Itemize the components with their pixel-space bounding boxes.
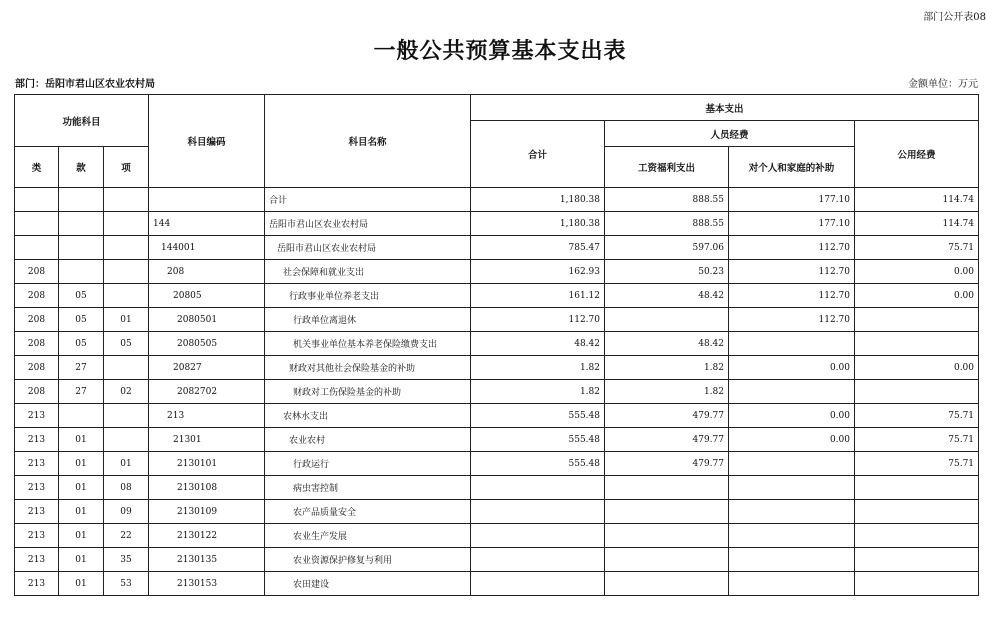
cell-subject-code: 2082702 [149, 380, 265, 404]
cell-section: 01 [59, 572, 104, 596]
cell-wages: 1.82 [605, 380, 729, 404]
cell-item: 53 [104, 572, 149, 596]
cell-subject-name: 合计 [265, 188, 471, 212]
cell-class: 213 [15, 500, 59, 524]
department-label: 部门：岳阳市君山区农业农村局 [15, 79, 155, 90]
cell-subsidies [729, 332, 855, 356]
cell-subject-code: 2130153 [149, 572, 265, 596]
cell-subsidies: 0.00 [729, 356, 855, 380]
table-row [15, 548, 979, 572]
cell-subsidies: 177.10 [729, 188, 855, 212]
cell-wages: 888.55 [605, 188, 729, 212]
cell-subject-code: 21301 [149, 428, 265, 452]
cell-section [59, 212, 104, 236]
table-row [15, 380, 979, 404]
header-personnel: 人员经费 [605, 121, 855, 147]
cell-class: 208 [15, 308, 59, 332]
cell-total: 555.48 [471, 404, 605, 428]
cell-wages [605, 476, 729, 500]
cell-wages [605, 500, 729, 524]
cell-public [855, 572, 979, 596]
header-public: 公用经费 [855, 121, 979, 188]
header-wages: 工资福利支出 [605, 147, 729, 188]
cell-subject-name: 行政单位离退休 [265, 308, 471, 332]
cell-subject-name: 岳阳市君山区农业农村局 [265, 212, 471, 236]
cell-subject-name: 农田建设 [265, 572, 471, 596]
cell-subject-code: 2130108 [149, 476, 265, 500]
page-title: 一般公共预算基本支出表 [373, 38, 627, 64]
cell-total: 1.82 [471, 380, 605, 404]
cell-subject-name: 岳阳市君山区农业农村局 [265, 236, 471, 260]
cell-section: 01 [59, 500, 104, 524]
cell-subject-code: 144 [149, 212, 265, 236]
cell-public: 114.74 [855, 188, 979, 212]
header-total: 合计 [471, 121, 605, 188]
cell-subject-name: 行政运行 [265, 452, 471, 476]
cell-subject-code: 2130109 [149, 500, 265, 524]
cell-class: 213 [15, 428, 59, 452]
cell-public [855, 332, 979, 356]
cell-item: 01 [104, 452, 149, 476]
cell-section [59, 236, 104, 260]
table-row [15, 356, 979, 380]
cell-total: 161.12 [471, 284, 605, 308]
cell-subject-code: 2130101 [149, 452, 265, 476]
header-item: 项 [104, 147, 149, 188]
cell-class [15, 212, 59, 236]
cell-class: 213 [15, 572, 59, 596]
cell-subject-code: 2130135 [149, 548, 265, 572]
cell-class [15, 188, 59, 212]
cell-item: 22 [104, 524, 149, 548]
cell-total: 1,180.38 [471, 212, 605, 236]
cell-wages: 48.42 [605, 332, 729, 356]
cell-item [104, 428, 149, 452]
header-subject-name: 科目名称 [265, 95, 471, 188]
cell-subsidies: 112.70 [729, 308, 855, 332]
cell-public [855, 476, 979, 500]
cell-item: 08 [104, 476, 149, 500]
cell-item [104, 212, 149, 236]
cell-subject-code: 208 [149, 260, 265, 284]
cell-subsidies: 0.00 [729, 428, 855, 452]
cell-subsidies [729, 524, 855, 548]
cell-subject-name: 机关事业单位基本养老保险缴费支出 [265, 332, 471, 356]
cell-class: 213 [15, 452, 59, 476]
table-row [15, 212, 979, 236]
cell-wages: 479.77 [605, 404, 729, 428]
cell-subject-code: 2130122 [149, 524, 265, 548]
cell-section: 01 [59, 476, 104, 500]
cell-subject-name: 农业农村 [265, 428, 471, 452]
cell-total [471, 572, 605, 596]
cell-class: 208 [15, 380, 59, 404]
table-row [15, 524, 979, 548]
table-row [15, 260, 979, 284]
cell-subsidies: 112.70 [729, 284, 855, 308]
cell-public: 114.74 [855, 212, 979, 236]
cell-class: 213 [15, 476, 59, 500]
cell-public: 75.71 [855, 236, 979, 260]
cell-subject-name: 财政对其他社会保险基金的补助 [265, 356, 471, 380]
cell-wages: 597.06 [605, 236, 729, 260]
cell-total: 555.48 [471, 452, 605, 476]
table-row [15, 404, 979, 428]
cell-wages [605, 524, 729, 548]
cell-section: 05 [59, 284, 104, 308]
cell-section: 27 [59, 356, 104, 380]
cell-subject-code: 20805 [149, 284, 265, 308]
cell-total: 112.70 [471, 308, 605, 332]
cell-subject-code: 20827 [149, 356, 265, 380]
cell-subject-name: 行政事业单位养老支出 [265, 284, 471, 308]
cell-public [855, 500, 979, 524]
cell-wages: 48.42 [605, 284, 729, 308]
cell-wages [605, 548, 729, 572]
cell-class: 208 [15, 356, 59, 380]
cell-section: 05 [59, 332, 104, 356]
cell-subject-name: 农林水支出 [265, 404, 471, 428]
header-subject-code: 科目编码 [149, 95, 265, 188]
cell-subject-name: 社会保障和就业支出 [265, 260, 471, 284]
cell-subsidies [729, 380, 855, 404]
cell-class: 208 [15, 260, 59, 284]
cell-wages: 479.77 [605, 452, 729, 476]
cell-subsidies: 177.10 [729, 212, 855, 236]
cell-item: 09 [104, 500, 149, 524]
cell-subject-code: 213 [149, 404, 265, 428]
cell-total [471, 548, 605, 572]
cell-subject-code [149, 188, 265, 212]
cell-class: 208 [15, 284, 59, 308]
cell-subject-name: 病虫害控制 [265, 476, 471, 500]
cell-item [104, 284, 149, 308]
cell-item [104, 236, 149, 260]
cell-item: 02 [104, 380, 149, 404]
cell-subsidies: 112.70 [729, 260, 855, 284]
budget-table [14, 94, 979, 596]
cell-class: 208 [15, 332, 59, 356]
cell-subsidies [729, 476, 855, 500]
table-row [15, 572, 979, 596]
cell-subsidies [729, 548, 855, 572]
header-subsidies: 对个人和家庭的补助 [729, 147, 855, 188]
cell-wages: 888.55 [605, 212, 729, 236]
cell-section [59, 188, 104, 212]
cell-public: 75.71 [855, 428, 979, 452]
cell-subject-name: 农业生产发展 [265, 524, 471, 548]
table-row [15, 428, 979, 452]
cell-total [471, 524, 605, 548]
table-row [15, 284, 979, 308]
cell-public: 0.00 [855, 356, 979, 380]
cell-subsidies: 0.00 [729, 404, 855, 428]
cell-item [104, 356, 149, 380]
table-row [15, 188, 979, 212]
header-class: 类 [15, 147, 59, 188]
cell-wages [605, 572, 729, 596]
cell-item: 05 [104, 332, 149, 356]
cell-subject-code: 2080501 [149, 308, 265, 332]
cell-subject-name: 农业资源保护修复与利用 [265, 548, 471, 572]
cell-total: 1.82 [471, 356, 605, 380]
cell-total: 555.48 [471, 428, 605, 452]
cell-subject-code: 144001 [149, 236, 265, 260]
cell-section: 27 [59, 380, 104, 404]
cell-subject-name: 财政对工伤保险基金的补助 [265, 380, 471, 404]
table-row [15, 308, 979, 332]
cell-public: 0.00 [855, 284, 979, 308]
cell-subsidies: 112.70 [729, 236, 855, 260]
cell-total: 162.93 [471, 260, 605, 284]
cell-wages [605, 308, 729, 332]
cell-wages: 1.82 [605, 356, 729, 380]
cell-total: 48.42 [471, 332, 605, 356]
table-row [15, 236, 979, 260]
header-func-subject: 功能科目 [15, 95, 149, 147]
cell-item: 01 [104, 308, 149, 332]
cell-public [855, 548, 979, 572]
cell-public [855, 524, 979, 548]
cell-section [59, 404, 104, 428]
cell-item [104, 260, 149, 284]
unit-label: 金额单位：万元 [908, 79, 978, 90]
cell-public [855, 308, 979, 332]
cell-subsidies [729, 572, 855, 596]
cell-subject-code: 2080505 [149, 332, 265, 356]
cell-wages: 50.23 [605, 260, 729, 284]
cell-class [15, 236, 59, 260]
cell-total: 785.47 [471, 236, 605, 260]
cell-item [104, 188, 149, 212]
header-basic-expense: 基本支出 [471, 95, 979, 121]
table-row [15, 452, 979, 476]
header-section: 款 [59, 147, 104, 188]
cell-item [104, 404, 149, 428]
cell-class: 213 [15, 404, 59, 428]
cell-subsidies [729, 500, 855, 524]
cell-public: 75.71 [855, 404, 979, 428]
cell-class: 213 [15, 548, 59, 572]
cell-section [59, 260, 104, 284]
table-row [15, 500, 979, 524]
cell-total [471, 476, 605, 500]
cell-section: 01 [59, 548, 104, 572]
cell-class: 213 [15, 524, 59, 548]
cell-public: 0.00 [855, 260, 979, 284]
table-row [15, 332, 979, 356]
cell-wages: 479.77 [605, 428, 729, 452]
cell-public: 75.71 [855, 452, 979, 476]
form-code: 部门公开表08 [923, 12, 986, 23]
cell-public [855, 380, 979, 404]
cell-total: 1,180.38 [471, 188, 605, 212]
cell-total [471, 500, 605, 524]
cell-subsidies [729, 452, 855, 476]
cell-subject-name: 农产品质量安全 [265, 500, 471, 524]
cell-item: 35 [104, 548, 149, 572]
table-row [15, 476, 979, 500]
cell-section: 01 [59, 452, 104, 476]
cell-section: 01 [59, 428, 104, 452]
cell-section: 05 [59, 308, 104, 332]
cell-section: 01 [59, 524, 104, 548]
